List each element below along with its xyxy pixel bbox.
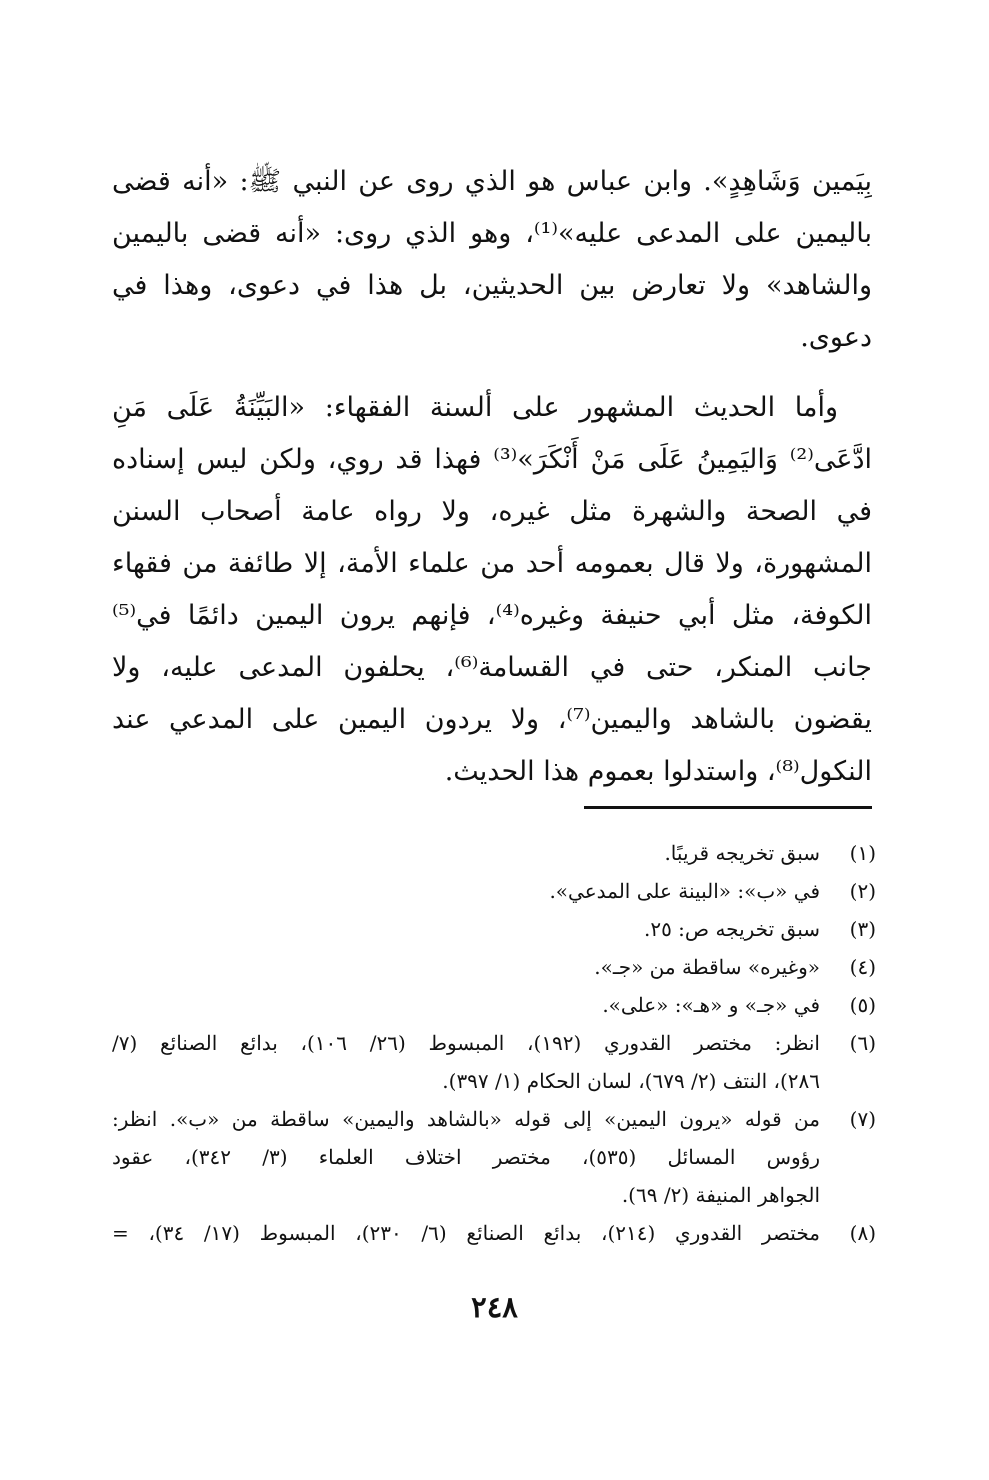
- footnote-2: [112, 872, 876, 910]
- footnote-text: ٢٨٦)، النتف (٢/ ٦٧٩)، لسان الحكام (١/ ٣٩٧).: [442, 1069, 820, 1093]
- footnote-text: من قوله «يرون اليمين» إلى قوله «بالشاهد واليمين» ساقطة من «ب». انظر:: [112, 1107, 820, 1131]
- footnote-8: [112, 1214, 876, 1252]
- text-line: في الصحة والشهرة مثل غيره، ولا رواه عامة أصحاب السنن: [112, 496, 872, 527]
- footnote-number: (٣): [849, 917, 876, 941]
- footnote-text: سبق تخريجه ص: ٢٥.: [643, 917, 820, 941]
- text-line: دعوى.: [800, 322, 872, 353]
- footnote-4: [112, 948, 876, 986]
- text-line: يقضون بالشاهد واليمين⁽⁷⁾، ولا يردون اليمين على المدعي عند: [112, 704, 872, 735]
- page-number: ٢٤٨: [471, 1290, 518, 1324]
- text-line: المشهورة، ولا قال بعمومه أحد من علماء الأمة، إلا طائفة من فقهاء: [112, 548, 872, 579]
- footnote-number: (٨): [849, 1221, 876, 1245]
- footnote-separator: [584, 806, 872, 809]
- footnote-number: (٢): [849, 879, 876, 903]
- text-line: وأما الحديث المشهور على ألسنة الفقهاء: «البَيِّنَةُ عَلَى مَنِ: [112, 392, 838, 423]
- footnote-number: (٤): [849, 955, 876, 979]
- text-line: بِيَمين وَشَاهِدٍ». وابن عباس هو الذي روى عن النبي ﷺ: «أنه قضى: [112, 166, 872, 197]
- footnote-text: في «ب»: «البينة على المدعي».: [549, 879, 820, 903]
- footnote-3: [112, 910, 876, 948]
- footnote-number: (٦): [849, 1031, 876, 1055]
- footnote-1: [112, 834, 876, 872]
- text-line: النكول⁽⁸⁾، واستدلوا بعموم هذا الحديث.: [444, 756, 872, 787]
- footnote-text: انظر: مختصر القدوري (١٩٢)، المبسوط (٢٦/ ١٠٦)، بدائع الصنائع (٧/: [112, 1031, 820, 1055]
- footnote-number: (٧): [849, 1107, 876, 1131]
- text-line: والشاهد» ولا تعارض بين الحديثين، بل هذا في دعوى، وهذا في: [112, 270, 872, 301]
- footnote-text: رؤوس المسائل (٥٣٥)، مختصر اختلاف العلماء (٣/ ٣٤٢)، عقود: [112, 1145, 820, 1169]
- footnote-text: «وغيره» ساقطة من «جـ».: [594, 955, 820, 979]
- text-line: الكوفة، مثل أبي حنيفة وغيره⁽⁴⁾، فإنهم يرون اليمين دائمًا في⁽⁵⁾: [112, 600, 872, 631]
- footnote-6: [112, 1024, 876, 1100]
- footnote-number: (١): [849, 841, 876, 865]
- footnotes: [112, 834, 876, 1252]
- footnote-text: في «جـ» و «هـ»: «على».: [602, 993, 820, 1017]
- footnote-number: (٥): [849, 993, 876, 1017]
- text-line: جانب المنكر، حتى في القسامة⁽⁶⁾، يحلفون المدعى عليه، ولا: [112, 652, 872, 683]
- paragraph-2: [112, 382, 872, 798]
- footnote-7: [112, 1100, 876, 1214]
- footnote-5: [112, 986, 876, 1024]
- footnote-text: مختصر القدوري (٢١٤)، بدائع الصنائع (٦/ ٢٣٠)، المبسوط (١٧/ ٣٤)، =: [112, 1221, 820, 1245]
- footnote-text: الجواهر المنيفة (٢/ ٦٩).: [621, 1183, 820, 1207]
- text-line: ادَّعَى⁽²⁾ وَاليَمِينُ عَلَى مَنْ أَنْكَرَ»⁽³⁾ فهذا قد روي، ولكن ليس إسناده: [112, 444, 872, 475]
- paragraph-1: [112, 156, 872, 364]
- text-line: باليمين على المدعى عليه»⁽¹⁾، وهو الذي روى: «أنه قضى باليمين: [112, 218, 872, 249]
- footnote-text: سبق تخريجه قريبًا.: [664, 841, 820, 865]
